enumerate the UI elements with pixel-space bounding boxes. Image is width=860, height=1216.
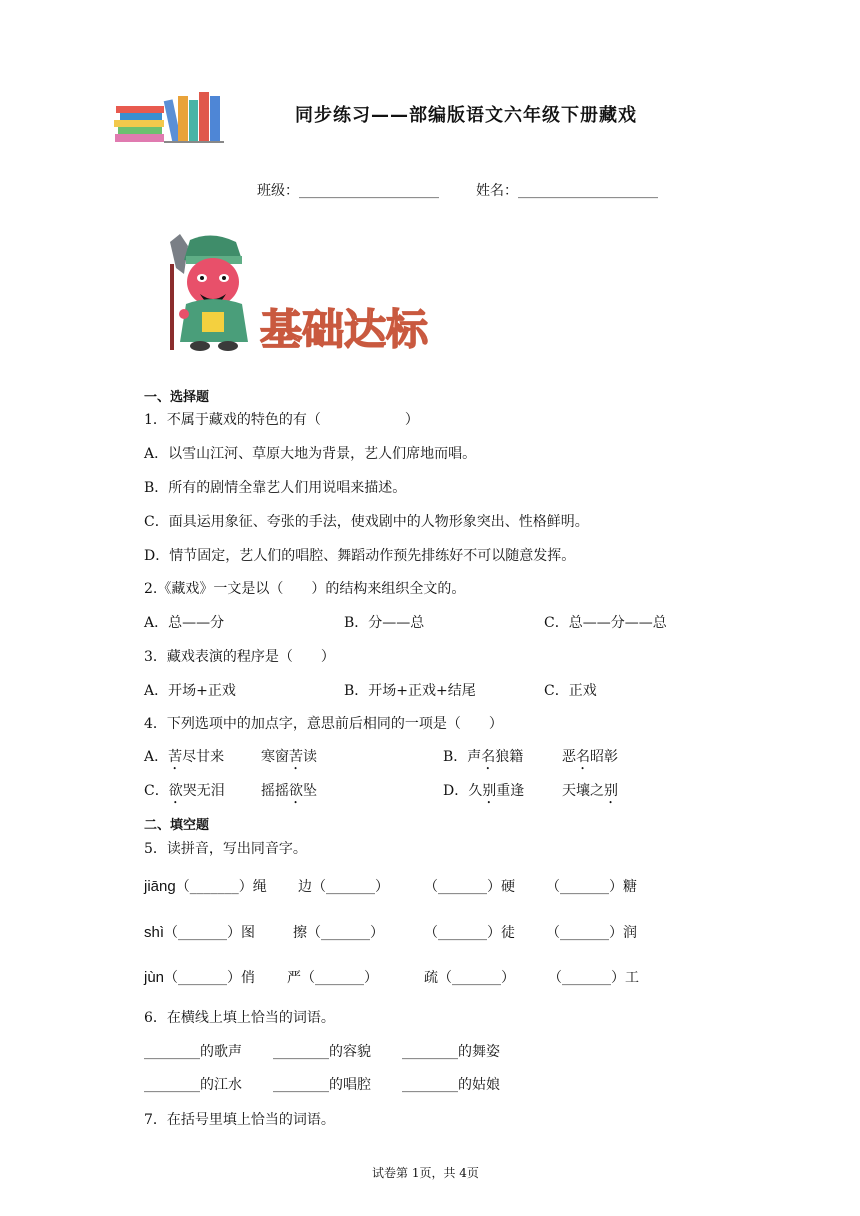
word-part: 重逢 (496, 783, 525, 799)
section-heading-choice: 一、选择题 (144, 390, 210, 405)
banner-text: 基础达标 (260, 305, 429, 354)
q3-option-c: C．正戏 (544, 683, 597, 699)
q5-row-jiang-4 (546, 878, 637, 896)
answer-blank: （_______） (548, 970, 625, 986)
answer-blank: ________ (402, 1044, 458, 1060)
answer-blank: ________ (273, 1077, 329, 1093)
q4-option-a (144, 748, 224, 773)
dotted-char: 别 (604, 783, 618, 799)
q1-stem: 1．不属于藏戏的特色的有（ ） (144, 412, 419, 428)
answer-blank: （_______） (424, 879, 501, 895)
q5-row-jun-2 (287, 969, 378, 987)
q2-option-a: A．总——分 (144, 615, 225, 631)
word-part: 寒窗 (261, 749, 289, 765)
phrase: 的歌声 (200, 1044, 242, 1060)
pinyin: shì (144, 924, 165, 941)
dotted-char: 苦 (289, 749, 303, 765)
option-label: C． (144, 783, 169, 799)
dotted-char: 欲 (289, 783, 303, 799)
word-part: 坠 (303, 783, 317, 799)
q6-item (273, 1043, 371, 1061)
q6-item (144, 1043, 242, 1061)
section-banner-text (256, 300, 466, 356)
word-part: 恶 (562, 749, 576, 765)
dotted-char: 苦 (168, 749, 183, 765)
q5-row-jiang-3 (424, 878, 515, 896)
class-blank: ____________________ (299, 183, 439, 199)
class-field (257, 182, 439, 200)
option-label: A． (144, 749, 169, 765)
q5-row-jiang-2 (298, 878, 389, 896)
answer-blank: （_______） (546, 925, 623, 941)
phrase: 的舞姿 (458, 1044, 500, 1060)
q4-option-d (443, 782, 524, 807)
char: 俏 (241, 970, 256, 986)
q2-stem: 2.《藏戏》一文是以（ ）的结构来组织全文的。 (144, 581, 466, 597)
char: 润 (623, 925, 637, 941)
answer-blank: （_______） (164, 970, 242, 986)
q2-option-b: B．分——总 (344, 615, 425, 631)
name-blank: ____________________ (518, 183, 658, 199)
answer-blank: （_______） (301, 970, 378, 986)
answer-blank: ________ (402, 1077, 458, 1093)
char: 严 (287, 970, 301, 986)
option-label: D． (443, 783, 469, 799)
opera-figure-illustration (150, 234, 260, 354)
q6-item (273, 1076, 371, 1094)
q5-row-shi (144, 924, 255, 942)
q5-row-shi-4 (546, 924, 637, 942)
q5-row-jiang (144, 878, 267, 896)
q4-stem: 4．下列选项中的加点字，意思前后相同的一项是（ ） (144, 716, 503, 732)
q5-row-jun (144, 969, 255, 987)
q2-option-c: C．总——分——总 (544, 615, 667, 631)
name-field (476, 182, 658, 200)
char: 绳 (252, 879, 267, 895)
q5-row-jun-3 (424, 969, 515, 987)
word-part: 摇摇 (261, 783, 289, 799)
q1-option-d: D．情节固定，艺人们的唱腔、舞蹈动作预先排练好不可以随意发挥。 (144, 548, 576, 564)
word-part: 天壤之 (562, 783, 604, 799)
name-label: 姓名： (476, 183, 518, 199)
answer-blank: （_______） (424, 925, 501, 941)
answer-blank: （_______） (546, 879, 623, 895)
option-label: B． (443, 749, 468, 765)
q5-stem: 5．读拼音，写出同音字。 (144, 841, 307, 857)
answer-blank: ________ (144, 1077, 200, 1093)
dotted-char: 名 (481, 749, 496, 765)
q6-item (402, 1076, 500, 1094)
char: 糖 (623, 879, 637, 895)
q1-option-c: C．面具运用象征、夸张的手法，使戏剧中的人物形象突出、性格鲜明。 (144, 514, 589, 530)
q1-option-a: A．以雪山江河、草原大地为背景，艺人们席地而唱。 (144, 446, 477, 462)
q7-stem: 7．在括号里填上恰当的词语。 (144, 1112, 335, 1128)
q4-option-c (144, 782, 225, 807)
q4-option-a-word2 (261, 748, 317, 773)
q5-row-shi-2 (293, 924, 384, 942)
answer-blank: ________ (144, 1044, 200, 1060)
answer-blank: （_______） (307, 925, 384, 941)
char: 徒 (501, 925, 515, 941)
word-part: 尽甘来 (182, 749, 225, 765)
q4-option-b-word2 (562, 748, 618, 773)
phrase: 的容貌 (329, 1044, 371, 1060)
char: 擦 (293, 925, 307, 941)
word-part: 声 (467, 749, 482, 765)
q6-item (144, 1076, 242, 1094)
phrase: 的唱腔 (329, 1077, 371, 1093)
class-label: 班级： (257, 183, 299, 199)
word-part: 昭彰 (590, 749, 618, 765)
char: 图 (241, 925, 256, 941)
answer-blank: ________ (273, 1044, 329, 1060)
dotted-char: 别 (482, 783, 497, 799)
q3-option-a: A．开场+正戏 (144, 683, 236, 699)
q5-row-jun-4 (548, 969, 639, 987)
q3-option-b: B．开场+正戏+结尾 (344, 683, 476, 699)
dotted-char: 欲 (168, 783, 183, 799)
q1-option-b: B．所有的剧情全靠艺人们用说唱来描述。 (144, 480, 407, 496)
dotted-char: 名 (576, 749, 590, 765)
word-part: 狼籍 (495, 749, 524, 765)
answer-blank: （_______） (164, 925, 242, 941)
pinyin: jùn (144, 969, 165, 986)
char: 边 (298, 879, 312, 895)
q6-item (402, 1043, 500, 1061)
page-title: 同步练习——部编版语文六年级下册藏戏 (295, 105, 637, 126)
q6-stem: 6．在横线上填上恰当的词语。 (144, 1010, 335, 1026)
char: 疏 (424, 970, 438, 986)
pinyin: jiāng (144, 878, 176, 895)
books-logo (112, 86, 226, 144)
answer-blank: （_______） (312, 879, 389, 895)
answer-blank: （_______） (438, 970, 515, 986)
section-heading-fill: 二、填空题 (144, 818, 210, 833)
q5-row-shi-3 (424, 924, 515, 942)
page-footer: 试卷第 1页，共 4页 (372, 1166, 479, 1180)
answer-blank: （_______） (175, 879, 253, 895)
phrase: 的姑娘 (458, 1077, 500, 1093)
phrase: 的江水 (200, 1077, 242, 1093)
char: 工 (625, 970, 639, 986)
word-part: 读 (303, 749, 317, 765)
q4-option-d-word2 (562, 782, 618, 807)
char: 硬 (501, 879, 515, 895)
word-part: 久 (468, 783, 483, 799)
q3-stem: 3．藏戏表演的程序是（ ） (144, 649, 335, 665)
q4-option-b (443, 748, 523, 773)
word-part: 哭无泪 (182, 783, 225, 799)
q4-option-c-word2 (261, 782, 317, 807)
